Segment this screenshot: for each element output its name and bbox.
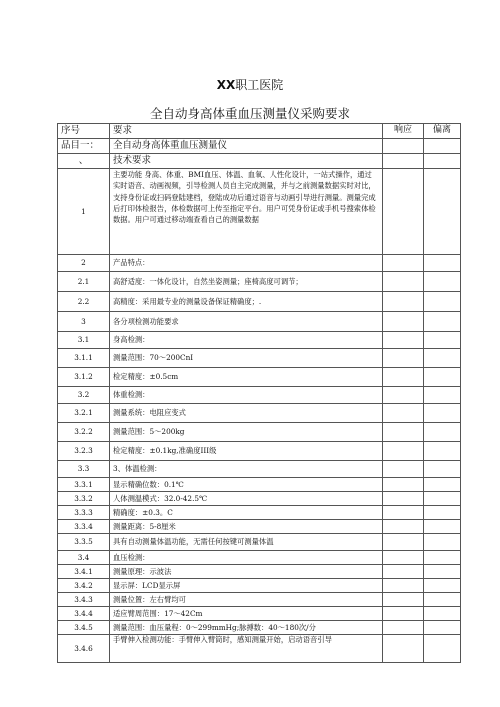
- row-response-cell: [383, 349, 424, 368]
- row-number: 3.4: [58, 551, 110, 565]
- row-number: 3.4.6: [58, 635, 110, 663]
- row-number: 3.3.3: [58, 506, 110, 520]
- tech-response-cell: [383, 154, 424, 169]
- row-number: 3.3.5: [58, 534, 110, 551]
- item-row: [58, 139, 461, 154]
- table-row: [58, 349, 461, 368]
- row-requirement: 高精度：采用最专业的测量设备保证精确度；.: [110, 292, 383, 312]
- row-deviation-cell: [424, 607, 461, 621]
- table-row: [58, 478, 461, 492]
- document-title: 全自动身高体重血压测量仪采购要求: [149, 106, 350, 121]
- item-name: 全自动身高体重血压测量仪: [110, 139, 383, 154]
- row-requirement: 显示屏：LCD显示屏: [110, 579, 383, 593]
- row-requirement: 测量范围：血压量程：0～299mmHg;脉搏数：40～180次/分: [110, 621, 383, 635]
- row-response-cell: [383, 506, 424, 520]
- row-requirement: 测量原理：示波法: [110, 565, 383, 579]
- row-deviation-cell: [424, 404, 461, 423]
- row-requirement: 精确度：±0.3。C: [110, 506, 383, 520]
- row-response-cell: [383, 272, 424, 292]
- row-response-cell: [383, 635, 424, 663]
- row-requirement: 体重检测：: [110, 387, 383, 404]
- row-requirement: 显示精确位数：0.1℃: [110, 478, 383, 492]
- row-requirement: 测量系统：电阻应变式: [110, 404, 383, 423]
- row-response-cell: [383, 565, 424, 579]
- row-number: 3.3: [58, 461, 110, 478]
- row-deviation-cell: [424, 332, 461, 349]
- row-number: 3.3.1: [58, 478, 110, 492]
- table-row: [58, 506, 461, 520]
- hospital-name: [0, 76, 500, 93]
- row-requirement: 主要功能 身高、体重、BMI血压、体温、血氧、人性化设计，一站式操作，通过实时语音、动画视频，引导检测人员自主完成测量，并与之前测量数据实时对比，支持身份证或扫码登陆建档，登陆成功后通过语音与动画引导进行测量。测量完成后打印体检报告，体检数据可上传至指定平台。用户可凭身份证或手机号搜索体检数据。用户可通过移动端查看自己的测量数据: [110, 169, 383, 255]
- row-number: 2: [58, 255, 110, 272]
- row-response-cell: [383, 492, 424, 506]
- row-number: 3.4.3: [58, 593, 110, 607]
- row-response-cell: [383, 255, 424, 272]
- table-row: [58, 387, 461, 404]
- table-row: [58, 461, 461, 478]
- row-number: 3.4.2: [58, 579, 110, 593]
- table-row: [58, 423, 461, 442]
- row-deviation-cell: [424, 255, 461, 272]
- table-row: [58, 332, 461, 349]
- row-response-cell: [383, 551, 424, 565]
- row-deviation-cell: [424, 169, 461, 255]
- row-number: 1: [58, 169, 110, 255]
- row-response-cell: [383, 368, 424, 387]
- table-row: [58, 534, 461, 551]
- row-response-cell: [383, 461, 424, 478]
- row-requirement: 测量范围：70～200CnI: [110, 349, 383, 368]
- row-number: 3.4.1: [58, 565, 110, 579]
- table-row: [58, 312, 461, 332]
- hospital-name-prefix: XX: [216, 78, 236, 92]
- table-row: [58, 492, 461, 506]
- column-header-deviation: 偏离: [424, 124, 461, 139]
- row-requirement: 测量范围：5～200kg: [110, 423, 383, 442]
- row-response-cell: [383, 621, 424, 635]
- table-row: [58, 635, 461, 663]
- row-requirement: 测量距离：5-8厘米: [110, 520, 383, 534]
- row-response-cell: [383, 607, 424, 621]
- row-response-cell: [383, 404, 424, 423]
- row-response-cell: [383, 534, 424, 551]
- table-row: [58, 593, 461, 607]
- row-deviation-cell: [424, 272, 461, 292]
- column-header-requirement: 要求: [110, 124, 383, 139]
- table-row: [58, 292, 461, 312]
- row-deviation-cell: [424, 492, 461, 506]
- row-requirement: 适应臂周范围：17～42Cm: [110, 607, 383, 621]
- tech-label: 技术要求: [110, 154, 383, 169]
- row-number: 3.1.2: [58, 368, 110, 387]
- row-deviation-cell: [424, 442, 461, 461]
- row-response-cell: [383, 593, 424, 607]
- row-requirement: 高舒适度：一体化设计，自然坐姿测量；座椅高度可调节；: [110, 272, 383, 292]
- row-number: 2.1: [58, 272, 110, 292]
- table-row: [58, 621, 461, 635]
- row-deviation-cell: [424, 621, 461, 635]
- row-response-cell: [383, 292, 424, 312]
- row-number: 3.2: [58, 387, 110, 404]
- row-deviation-cell: [424, 478, 461, 492]
- row-requirement: 检定精度：±0.1kg,准确度III级: [110, 442, 383, 461]
- table-row: [58, 272, 461, 292]
- row-requirement: 产品特点：: [110, 255, 383, 272]
- row-number: 3.4.4: [58, 607, 110, 621]
- table-row: [58, 607, 461, 621]
- row-response-cell: [383, 423, 424, 442]
- row-number: 2.2: [58, 292, 110, 312]
- row-deviation-cell: [424, 593, 461, 607]
- row-number: 3: [58, 312, 110, 332]
- table-row: [58, 255, 461, 272]
- row-deviation-cell: [424, 551, 461, 565]
- row-requirement: 具有自动测量体温功能，无需任何按键可测量体温: [110, 534, 383, 551]
- row-deviation-cell: [424, 635, 461, 663]
- row-deviation-cell: [424, 565, 461, 579]
- row-requirement: 身高检测：: [110, 332, 383, 349]
- hospital-name-suffix: 职工医院: [235, 78, 284, 92]
- row-response-cell: [383, 312, 424, 332]
- row-deviation-cell: [424, 368, 461, 387]
- row-deviation-cell: [424, 312, 461, 332]
- table-header-row: [58, 124, 461, 139]
- row-response-cell: [383, 387, 424, 404]
- row-number: 3.2.3: [58, 442, 110, 461]
- row-response-cell: [383, 442, 424, 461]
- requirements-table: [57, 123, 461, 663]
- table-row: [58, 169, 461, 255]
- row-deviation-cell: [424, 520, 461, 534]
- table-row: [58, 565, 461, 579]
- table-row: [58, 551, 461, 565]
- row-number: 3.2.1: [58, 404, 110, 423]
- row-number: 3.1.1: [58, 349, 110, 368]
- row-number: 3.3.4: [58, 520, 110, 534]
- row-requirement: 各分项检测功能要求: [110, 312, 383, 332]
- row-response-cell: [383, 520, 424, 534]
- row-deviation-cell: [424, 292, 461, 312]
- row-number: 3.1: [58, 332, 110, 349]
- item-deviation-cell: [424, 139, 461, 154]
- table-row: [58, 579, 461, 593]
- tech-deviation-cell: [424, 154, 461, 169]
- row-requirement: 测量位置：左右臂均可: [110, 593, 383, 607]
- row-response-cell: [383, 169, 424, 255]
- row-deviation-cell: [424, 461, 461, 478]
- row-response-cell: [383, 478, 424, 492]
- row-deviation-cell: [424, 534, 461, 551]
- table-row: [58, 404, 461, 423]
- row-number: 3.3.2: [58, 492, 110, 506]
- table-row: [58, 368, 461, 387]
- row-number: 3.2.2: [58, 423, 110, 442]
- tech-requirement-row: [58, 154, 461, 169]
- row-requirement: 3、体温检测：: [110, 461, 383, 478]
- item-label: 品目一：: [58, 139, 110, 154]
- row-deviation-cell: [424, 423, 461, 442]
- table-row: [58, 520, 461, 534]
- item-response-cell: [383, 139, 424, 154]
- row-deviation-cell: [424, 349, 461, 368]
- row-requirement: 手臂伸入检测功能：手臂伸入臂筒时，感知测量开始，启动语音引导: [110, 635, 383, 663]
- column-header-response: 响应: [383, 124, 424, 139]
- table-row: [58, 442, 461, 461]
- row-deviation-cell: [424, 579, 461, 593]
- row-requirement: 检定精度：±0.5cm: [110, 368, 383, 387]
- row-deviation-cell: [424, 506, 461, 520]
- row-requirement: 人体测温模式：32.0-42.5℃: [110, 492, 383, 506]
- row-deviation-cell: [424, 387, 461, 404]
- column-header-number: 序号: [58, 124, 110, 139]
- row-response-cell: [383, 579, 424, 593]
- tech-number: 、: [58, 154, 110, 169]
- row-response-cell: [383, 332, 424, 349]
- row-number: 3.4.5: [58, 621, 110, 635]
- row-requirement: 血压检测：: [110, 551, 383, 565]
